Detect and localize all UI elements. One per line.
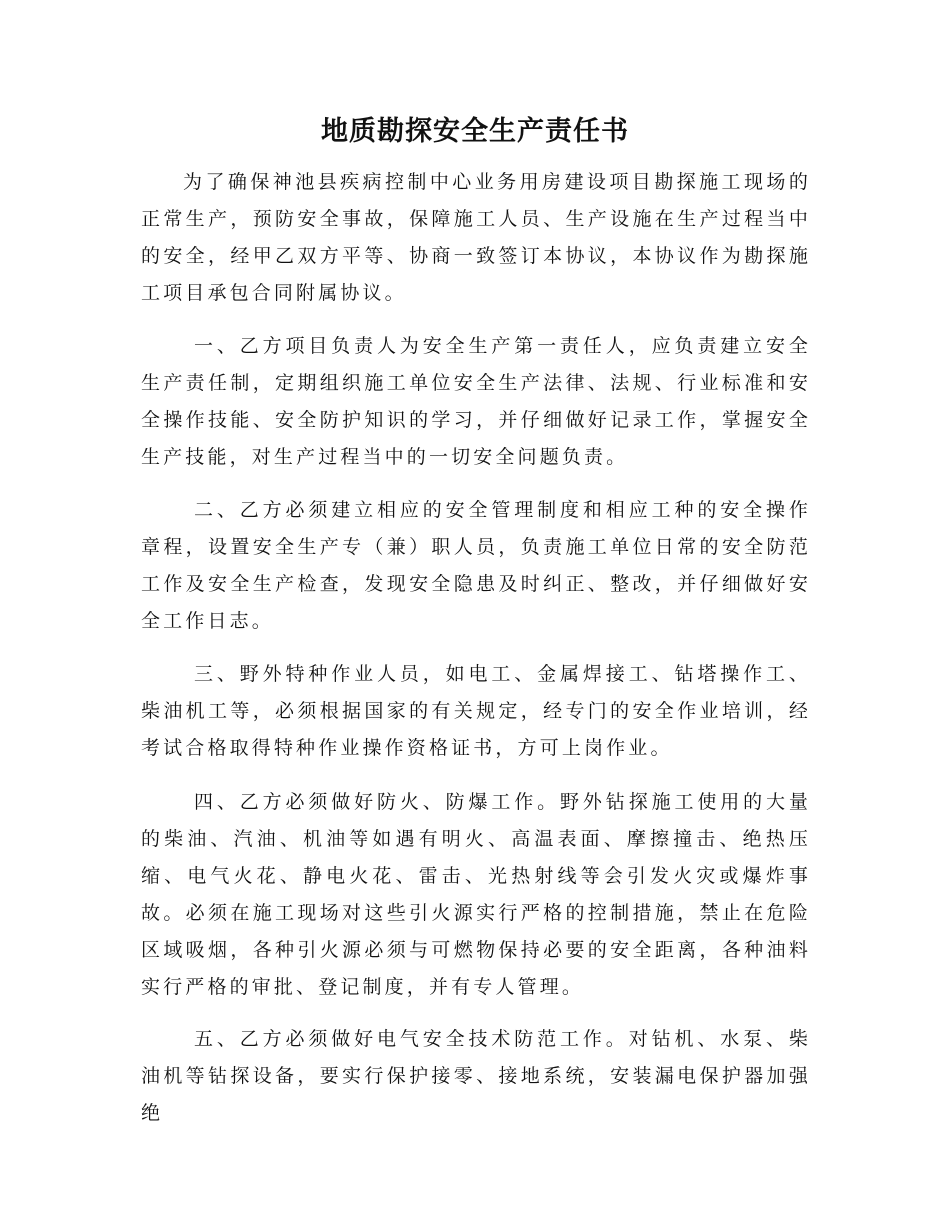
document-title: 地质勘探安全生产责任书	[321, 116, 629, 147]
paragraph-clause-5: 五、乙方必须做好电气安全技术防范工作。对钻机、水泵、柴油机等钻探设备，要实行保护接零、接地系统，安装漏电保护器加强绝	[141, 1028, 811, 1124]
paragraph-clause-2: 二、乙方必须建立相应的安全管理制度和相应工种的安全操作章程，设置安全生产专（兼）职人员，负责施工单位日常的安全防范工作及安全生产检查，发现安全隐患及时纠正、整改，并仔细做好安全工作日志。	[141, 499, 811, 632]
paragraph-clause-3: 三、野外特种作业人员，如电工、金属焊接工、钻塔操作工、柴油机工等，必须根据国家的有关规定，经专门的安全作业培训，经考试合格取得特种作业操作资格证书，方可上岗作业。	[141, 663, 811, 759]
paragraph-clause-1: 一、乙方项目负责人为安全生产第一责任人，应负责建立安全生产责任制，定期组织施工单位安全生产法律、法规、行业标准和安全操作技能、安全防护知识的学习，并仔细做好记录工作，掌握安全生产技能，对生产过程当中的一切安全问题负责。	[141, 335, 811, 468]
paragraph-intro: 为了确保神池县疾病控制中心业务用房建设项目勘探施工现场的正常生产，预防安全事故，保障施工人员、生产设施在生产过程当中的安全，经甲乙双方平等、协商一致签订本协议，本协议作为勘探施工项目承包合同附属协议。	[141, 171, 811, 304]
paragraph-clause-4: 四、乙方必须做好防火、防爆工作。野外钻探施工使用的大量的柴油、汽油、机油等如遇有明火、高温表面、摩擦撞击、绝热压缩、电气火花、静电火花、雷击、光热射线等会引发火灾或爆炸事故。必须在施工现场对这些引火源实行严格的控制措施，禁止在危险区域吸烟，各种引火源必须与可燃物保持必要的安全距离，各种油料实行严格的审批、登记制度，并有专人管理。	[141, 791, 811, 998]
